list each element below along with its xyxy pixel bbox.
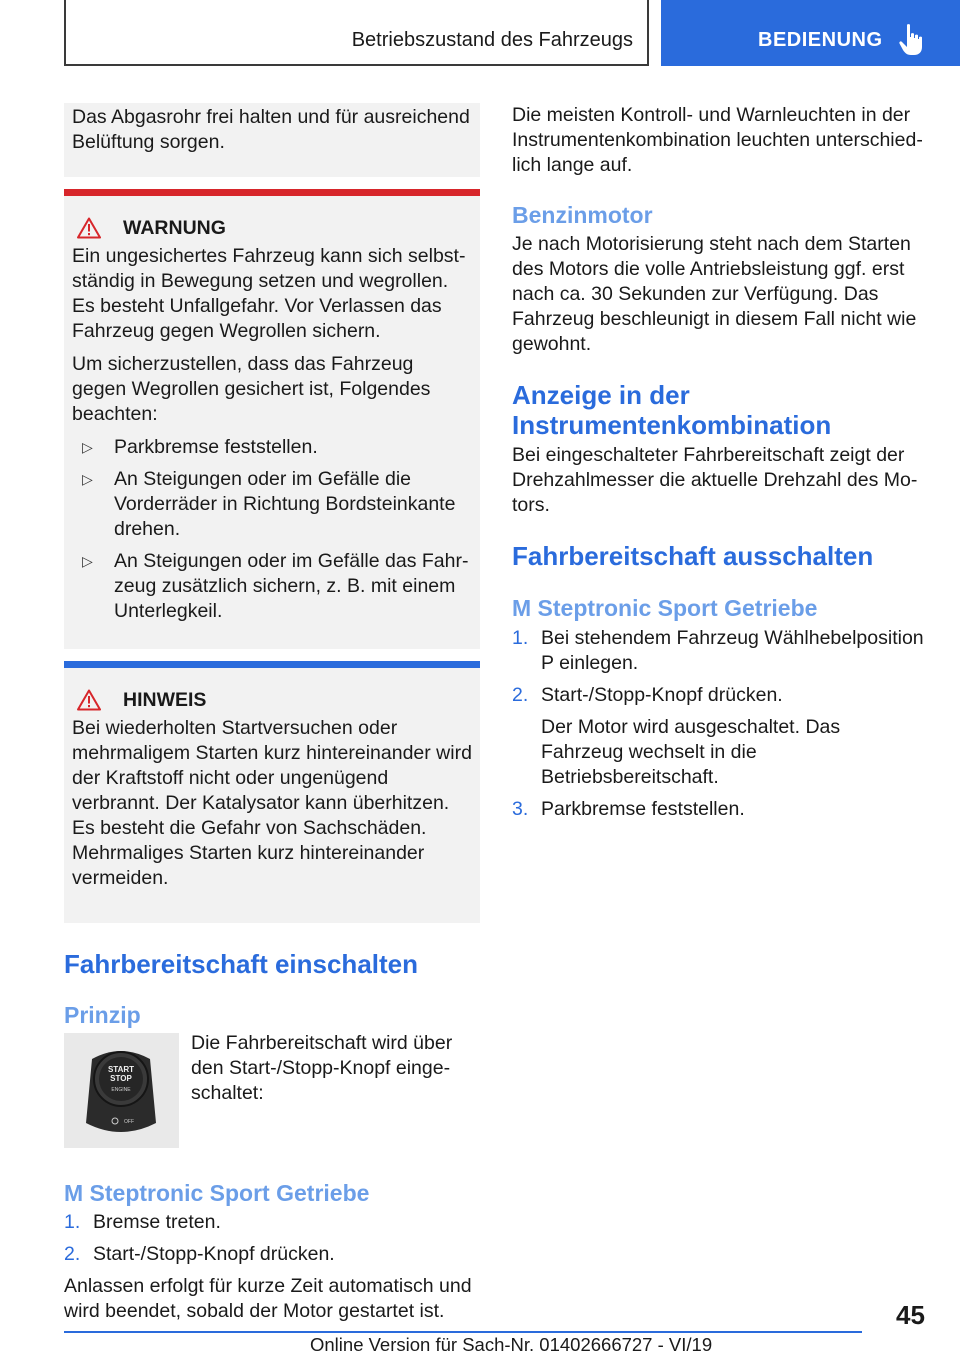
benzinmotor-text: Je nach Motorisierung steht nach dem Starten des Motors die volle Antriebsleistung ggf. erst nach ca. 30 Sekunden zur Verfügung. Das Fahrzeug beschleunigt in diesem Fall nicht wie gewohnt. [512, 233, 917, 355]
intro-box-text: Das Abgasrohr frei halten und für ausreichend Belüftung sorgen. [72, 106, 470, 153]
heading-ausschalten: Fahrbereitschaft ausschalten [512, 541, 874, 571]
warning-list [82, 435, 472, 624]
notice-triangle-icon [77, 689, 101, 711]
steptronic-after-text: Anlassen erfolgt für kurze Zeit automatisch und wird beendet, sobald der Motor gestartet ist. [64, 1275, 472, 1322]
list-item: 1. Bremse treten. [64, 1211, 221, 1233]
list-item: ▷ Parkbremse feststellen. [82, 436, 318, 458]
start-stop-button-image [64, 1033, 179, 1148]
steps-list-right [512, 626, 924, 822]
notice-box [64, 668, 480, 923]
button-label-engine: ENGINE [111, 1087, 131, 1093]
heading-prinzip: Prinzip [64, 1002, 141, 1028]
triangle-bullet-icon: ▷ [82, 439, 93, 455]
section-title: Betriebszustand des Fahrzeugs [351, 29, 633, 51]
warning-box [64, 196, 480, 649]
list-item: ▷ An Steigungen oder im Gefälle das Fahrzeug zusätzlich sichern, z. B. mit einem Unterlegkeil. [82, 550, 469, 622]
intro-right: Die meisten Kontroll- und Warnleuchten in der Instrumentenkombination leuchten unterschiedlich lange auf. [512, 104, 923, 176]
notice-bar [64, 661, 480, 668]
button-label-off: OFF [124, 1119, 134, 1125]
notice-title-text: HINWEIS [123, 688, 207, 711]
steps-list-left [64, 1210, 480, 1267]
page-header [0, 0, 960, 66]
heading-steptronic-left: M Steptronic Sport Getriebe [64, 1180, 370, 1206]
right-column [512, 103, 924, 829]
warning-title [72, 214, 472, 242]
warning-paragraph-2: Um sicherzustellen, dass das Fahrzeug gegen Wegrollen gesichert ist, Folgendes beachten: [72, 353, 431, 425]
list-item: 2. Start-/Stopp-Knopf drücken. Der Motor wird ausgeschaltet. Das Fahrzeug wechselt in die Betriebsbereitschaft. [512, 683, 924, 790]
notice-title [72, 686, 472, 714]
triangle-bullet-icon: ▷ [82, 471, 93, 487]
list-item: 2. Start-/Stopp-Knopf drücken. [64, 1243, 335, 1265]
step-sub-text: Der Motor wird ausgeschaltet. Das Fahrzeug wechselt in die Betriebsbereitschaft. [541, 716, 841, 788]
list-item: 1. Bei stehendem Fahrzeug Wählhebelposition P einlegen. [512, 627, 924, 674]
heading-anzeige: Anzeige in der Instrumentenkombination [512, 380, 832, 440]
warning-title-text: WARNUNG [123, 216, 226, 239]
button-label-stop: STOP [110, 1074, 132, 1083]
anzeige-text: Bei eingeschalteter Fahrbereitschaft zeigt der Drehzahlmesser die aktuelle Drehzahl des Motors. [512, 444, 918, 516]
footer-line [64, 1331, 862, 1333]
chapter-tab[interactable] [661, 0, 960, 66]
chapter-label: BEDIENUNG [758, 29, 883, 51]
warning-paragraph-1: Ein ungesichertes Fahrzeug kann sich selbstständig in Bewegung setzen und wegrollen. Es besteht Unfallgefahr. Vor Verlassen das Fahrzeug gegen Wegrollen sichern. [72, 245, 466, 342]
heading-benzinmotor: Benzinmotor [512, 202, 653, 228]
warning-bar [64, 189, 480, 196]
notice-text: Bei wiederholten Startversuchen oder mehrmaligem Starten kurz hintereinander wird der Kraftstoff nicht oder ungenügend verbrannt. Der Katalysator kann überhitzen. Es besteht die Gefahr von Sachschäden. Mehrmaliges Starten kurz hintereinander vermeiden. [72, 717, 472, 889]
prinzip-row [64, 1033, 480, 1148]
heading-einschalten: Fahrbereitschaft einschalten [64, 949, 418, 979]
prinzip-text: Die Fahrbereitschaft wird über den Start-/Stopp-Knopf eingeschaltet: [191, 1032, 453, 1104]
left-column [64, 103, 480, 1324]
warning-triangle-icon [77, 217, 101, 239]
intro-box [64, 103, 480, 177]
list-item: ▷ An Steigungen oder im Gefälle die Vorderräder in Richtung Bordsteinkante drehen. [82, 468, 456, 540]
button-label-start: START [107, 1065, 135, 1074]
page-number: 45 [896, 1300, 925, 1330]
heading-steptronic-right: M Steptronic Sport Getriebe [512, 595, 818, 621]
start-stop-button-icon [64, 1033, 179, 1148]
footer-online-version: Online Version für Sach-Nr. 01402666727 - VI/19 [310, 1334, 713, 1355]
header-section-box [64, 0, 649, 66]
triangle-bullet-icon: ▷ [82, 553, 93, 569]
hand-pointer-icon [898, 23, 924, 57]
list-item: 3. Parkbremse feststellen. [512, 798, 745, 820]
